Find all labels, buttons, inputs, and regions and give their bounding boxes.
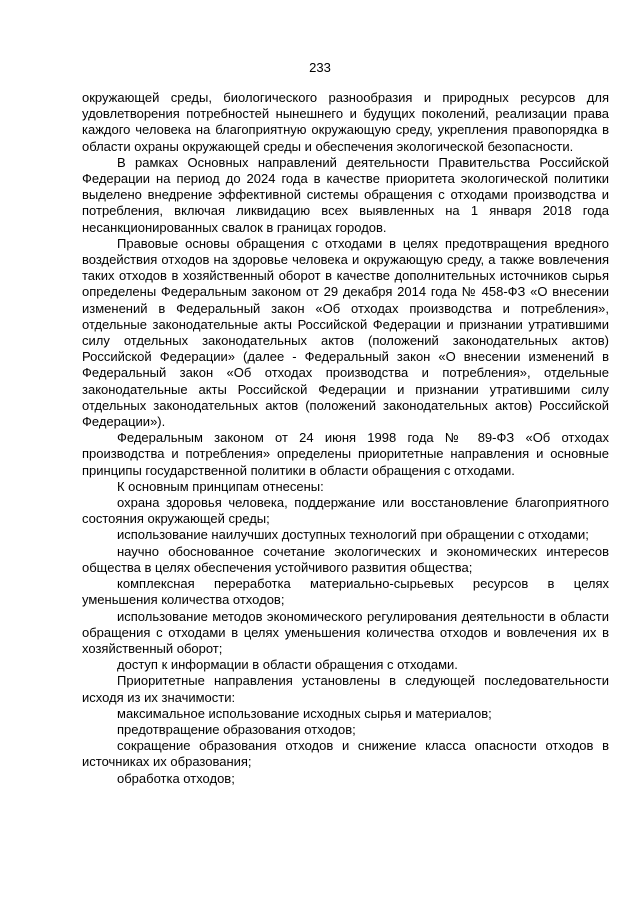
list-item: сокращение образования отходов и снижение класса опасности отходов в источниках их образования;	[82, 738, 609, 770]
paragraph: Приоритетные направления установлены в следующей последовательности исходя из их значимости:	[82, 673, 609, 705]
list-item: обработка отходов;	[117, 770, 235, 786]
paragraph: К основным принципам отнесены:	[117, 478, 324, 494]
list-item: охрана здоровья человека, поддержание или восстановление благоприятного состояния окружающей среды;	[82, 495, 609, 527]
list-item: использование наилучших доступных технологий при обращении с отходами;	[117, 527, 589, 543]
list-item: научно обоснованное сочетание экологических и экономических интересов общества в целях обеспечения устойчивого развития общества;	[82, 543, 609, 575]
page-number: 233	[309, 60, 331, 75]
list-item: комплексная переработка материально-сырьевых ресурсов в целях уменьшения количества отходов;	[82, 576, 609, 608]
list-item: доступ к информации в области обращения с отходами.	[117, 657, 458, 673]
paragraph: окружающей среды, биологического разнообразия и природных ресурсов для удовлетворения потребностей нынешнего и будущих поколений, реализации права каждого человека на благоприятную окружающую среду, укрепления правопорядка в области охраны окружающей среды и обеспечения экологической безопасности.	[82, 90, 609, 154]
paragraph: Федеральным законом от 24 июня 1998 года № 89-ФЗ «Об отходах производства и потребления» определены приоритетные направления и основные принципы государственной политики в области обращения с отходами.	[82, 430, 609, 478]
paragraph: Правовые основы обращения с отходами в целях предотвращения вредного воздействия отходов на здоровье человека и окружающую среду, а также вовлечения таких отходов в хозяйственный оборот в качестве дополнительных источников сырья определены Федеральным законом от 29 декабря 2014 года № 458-ФЗ «О внесении изменений в Федеральный закон «Об отходах производства и потребления», отдельные законодательные акты Российской Федерации и признании утратившими силу отдельных законодательных актов (положений законодательных актов) Российской Федерации» (далее - Федеральный закон «О внесении изменений в Федеральный закон «Об отходах производства и потребления», отдельные законодательные акты Российской Федерации и признании утратившими силу отдельных законодательных актов (положений законодательных актов) Российской Федерации»).	[82, 235, 609, 430]
paragraph: В рамках Основных направлений деятельности Правительства Российской Федерации на период до 2024 года в качестве приоритета экологической политики выделено внедрение эффективной системы обращения с отходами производства и потребления, включая ликвидацию всех выявленных на 1 января 2018 года несанкционированных свалок в границах городов.	[82, 154, 609, 235]
list-item: предотвращение образования отходов;	[117, 721, 356, 737]
list-item: использование методов экономического регулирования деятельности в области обращения с отходами в целях уменьшения количества отходов и вовлечения их в хозяйственный оборот;	[82, 608, 609, 656]
list-item: максимальное использование исходных сырья и материалов;	[117, 705, 492, 721]
document-body	[82, 90, 609, 787]
